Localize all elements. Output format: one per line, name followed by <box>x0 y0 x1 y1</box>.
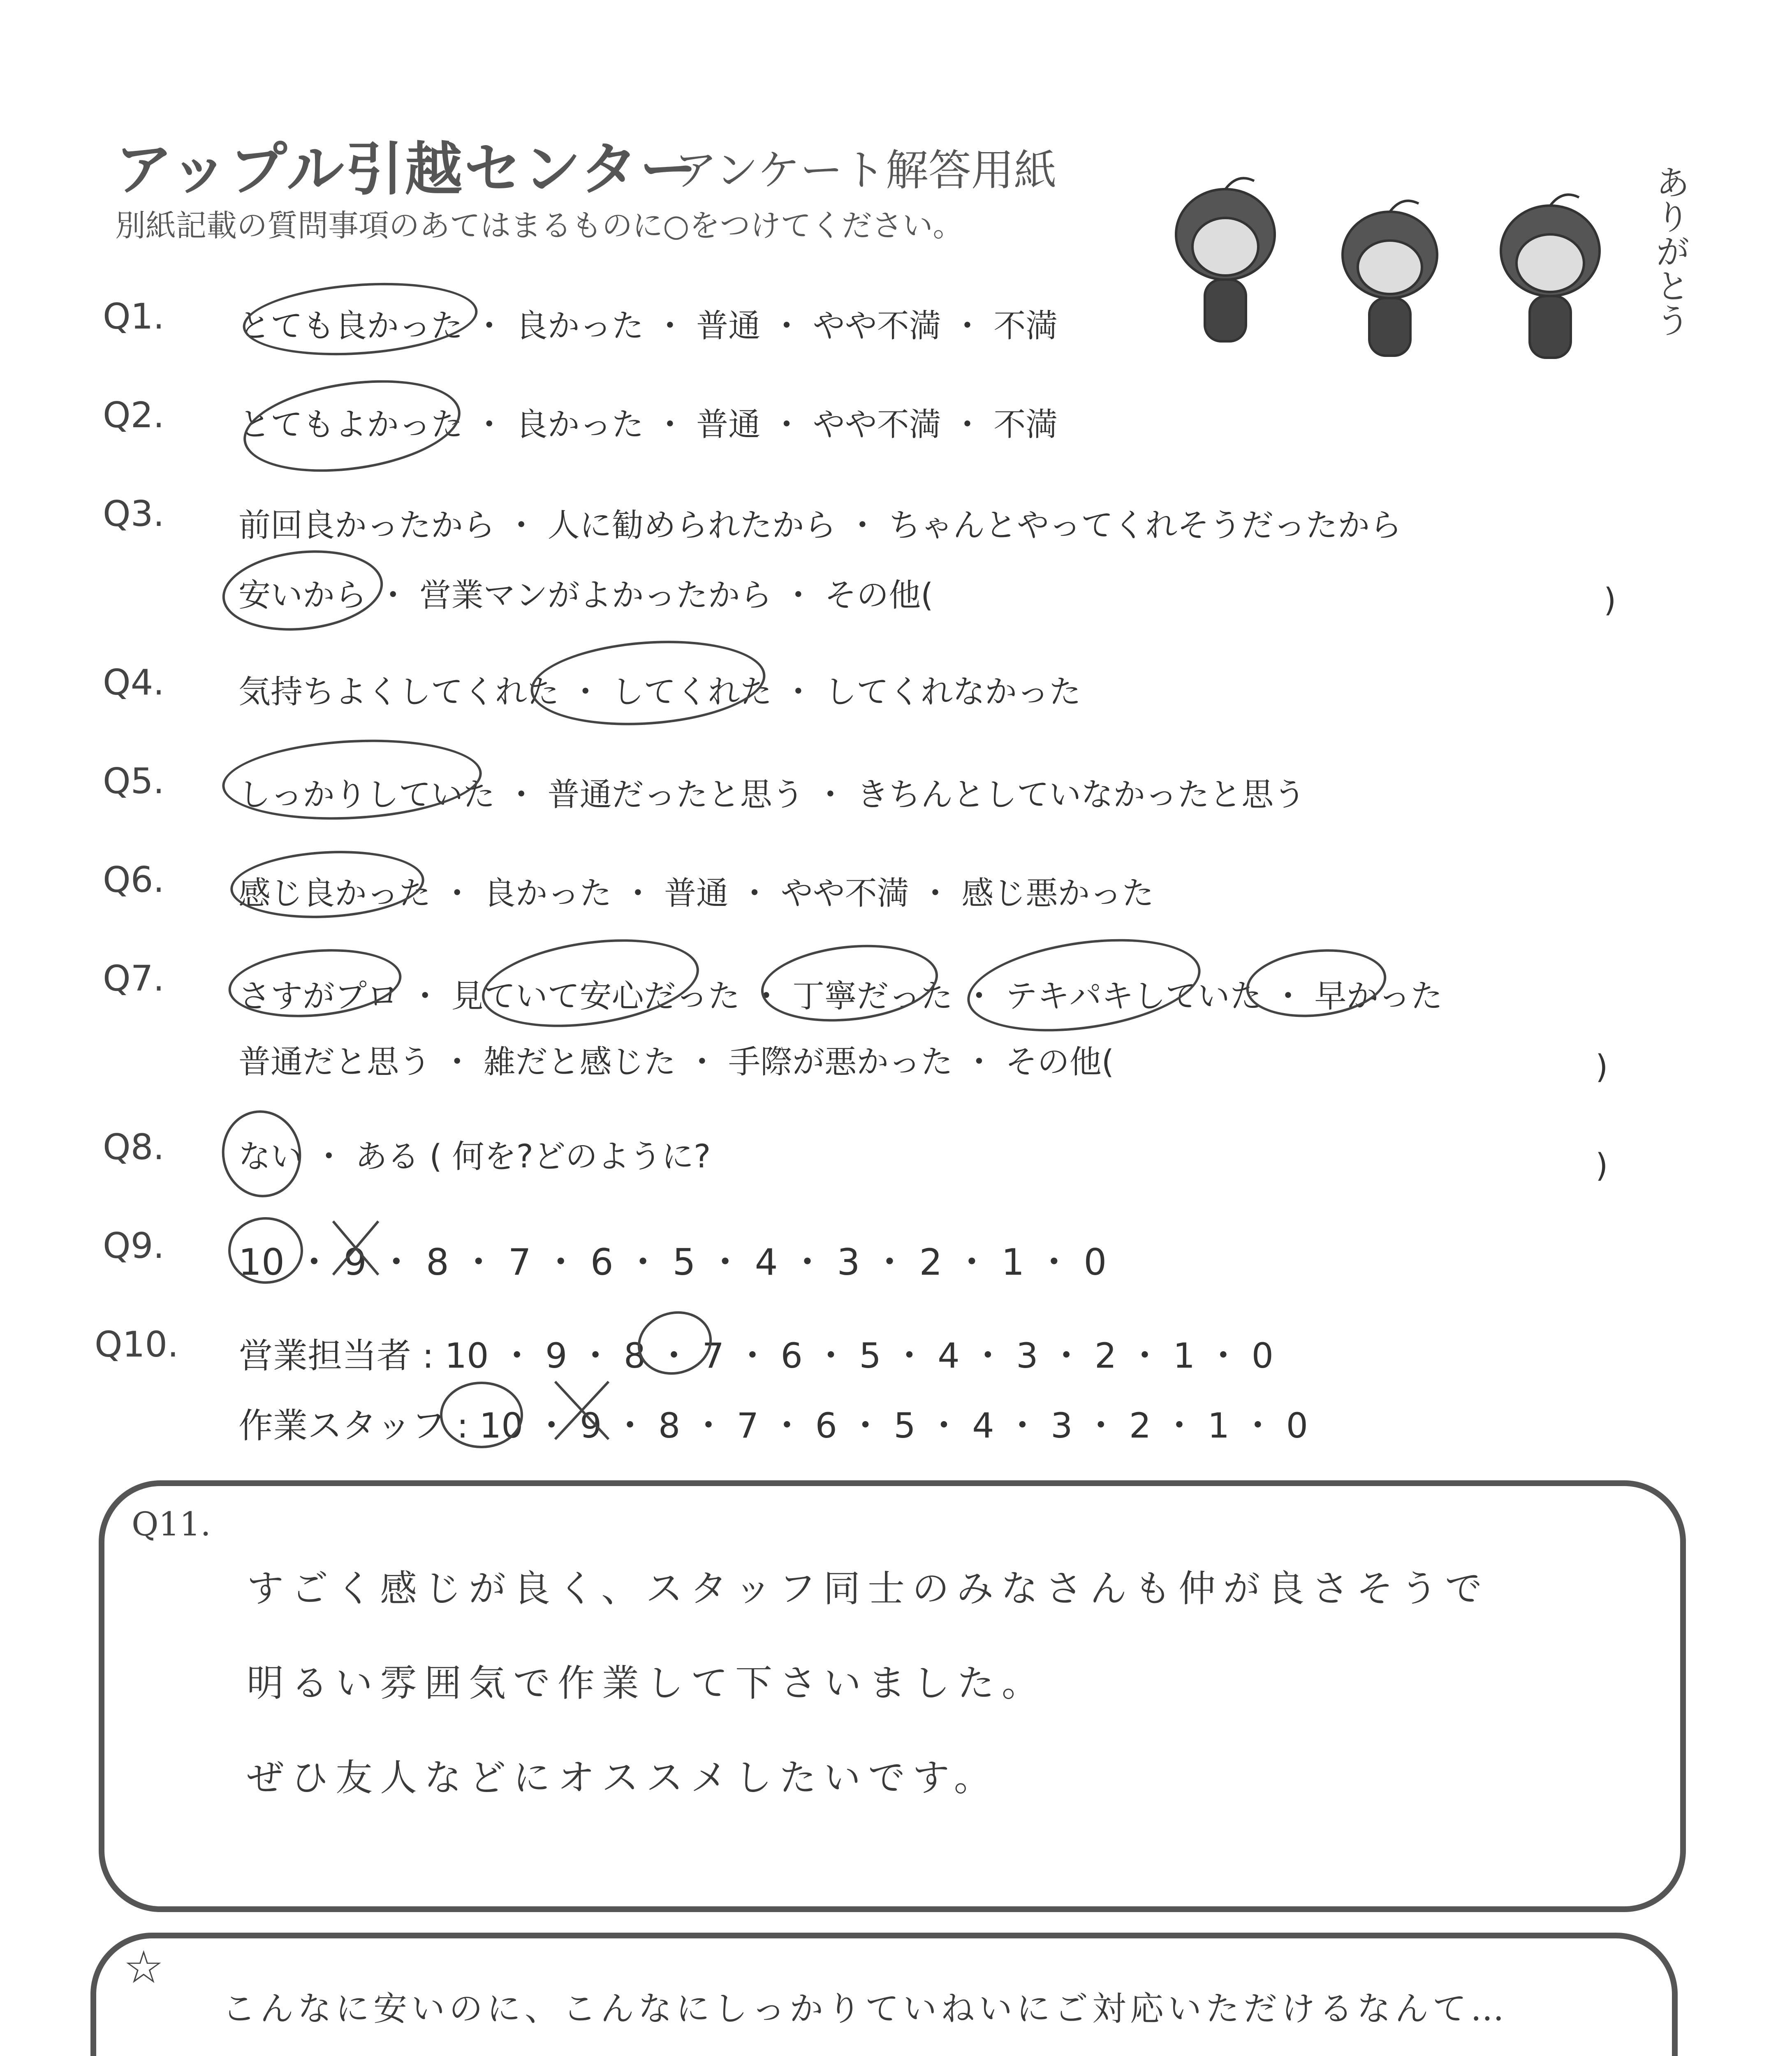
q3-label: Q3. <box>103 493 164 535</box>
mascot-monkeys-illustration <box>1131 148 1698 370</box>
q1-options[interactable]: とても良かった ・ 良かった ・ 普通 ・ やや不満 ・ 不満 <box>238 308 1058 345</box>
q11-comment-line: ぜひ友人などにオススメしたいです。 <box>247 1756 998 1799</box>
q11-comment-line: 明るい雰囲気で作業して下さいました。 <box>247 1662 1046 1705</box>
q3-answer-circle <box>218 543 387 638</box>
q5-label: Q5. <box>103 761 164 802</box>
company-title: アップル引越センター <box>115 136 699 203</box>
q3-options-line2[interactable]: 安いから ・ 営業マンがよかったから ・ その他( <box>238 577 933 614</box>
q8-close-paren: ) <box>1595 1147 1608 1184</box>
form-subtitle: アンケート解答用紙 <box>674 145 1057 195</box>
q10-staff-cross-mark <box>547 1373 617 1447</box>
star-icon: ☆ <box>123 1941 164 1993</box>
q6-options[interactable]: 感じ良かった ・ 良かった ・ 普通 ・ やや不満 ・ 感じ悪かった <box>238 875 1154 912</box>
q10-staff-options[interactable]: 作業スタッフ : 10 ・ 9 ・ 8 ・ 7 ・ 6 ・ 5 ・ 4 ・ 3 ・ 2 ・ 1 ・ 0 <box>238 1405 1308 1446</box>
q3-close-paren: ) <box>1604 582 1616 619</box>
q9-answer-circle-10 <box>228 1217 303 1284</box>
q9-label: Q9. <box>103 1225 164 1266</box>
q6-label: Q6. <box>103 859 164 901</box>
q4-label: Q4. <box>103 662 164 703</box>
q2-options[interactable]: とてもよかった ・ 良かった ・ 普通 ・ やや不満 ・ 不満 <box>238 406 1058 443</box>
q11-label: Q11. <box>132 1505 211 1543</box>
q2-answer-circle <box>238 368 466 484</box>
q4-options[interactable]: 気持ちよくしてくれた ・ してくれた ・ してくれなかった <box>238 674 1081 711</box>
q10-label: Q10. <box>95 1324 179 1365</box>
q7-answer-circle-anshin <box>477 927 705 1040</box>
q11-comment-line: すごく感じが良く、スタッフ同士のみなさんも仲が良さそうで <box>247 1567 1490 1610</box>
q4-answer-circle <box>528 633 769 732</box>
q7-options-line2[interactable]: 普通だと思う ・ 雑だと感じた ・ 手際が悪かった ・ その他( <box>238 1044 1114 1081</box>
q7-close-paren: ) <box>1595 1049 1608 1086</box>
q3-options-line1[interactable]: 前回良かったから ・ 人に勧められたから ・ ちゃんとやってくれそうだったから <box>238 507 1402 544</box>
q7-options-line1[interactable]: さすがプロ ・ 見ていて安心だった ・ 丁寧だった ・ テキパキしていた ・ 早かった <box>238 978 1443 1015</box>
q10-sales-options[interactable]: 営業担当者 : 10 ・ 9 ・ 8 ・ 7 ・ 6 ・ 5 ・ 4 ・ 3 ・ 2 ・ 1 ・ 0 <box>238 1336 1274 1376</box>
q5-options[interactable]: しっかりしていた ・ 普通だったと思う ・ きちんとしていなかったと思う <box>238 776 1306 813</box>
q1-answer-circle <box>241 276 480 362</box>
mascot-thanks-text: ありがとう <box>1650 164 1690 337</box>
q7-label: Q7. <box>103 958 164 999</box>
q9-options[interactable]: 10 ・ 9 ・ 8 ・ 7 ・ 6 ・ 5 ・ 4 ・ 3 ・ 2 ・ 1 ・ 0 <box>238 1241 1107 1283</box>
q1-label: Q1. <box>103 296 164 337</box>
q8-label: Q8. <box>103 1127 164 1168</box>
q8-options[interactable]: ない ・ ある ( 何を?どのように? <box>238 1138 711 1175</box>
q9-cross-mark <box>325 1213 387 1283</box>
q8-answer-circle <box>215 1104 308 1204</box>
q7-answer-circle-tekipaki <box>961 926 1206 1045</box>
star-comment-line: こんなに安いのに、こんなにしっかりていねいにご対応いただけるなんて… <box>222 1989 1509 2028</box>
q2-label: Q2. <box>103 395 164 436</box>
q10-staff-answer-circle-10 <box>440 1382 523 1448</box>
form-instruction: 別紙記載の質問事項のあてはまるものに○をつけてください。 <box>115 208 963 243</box>
